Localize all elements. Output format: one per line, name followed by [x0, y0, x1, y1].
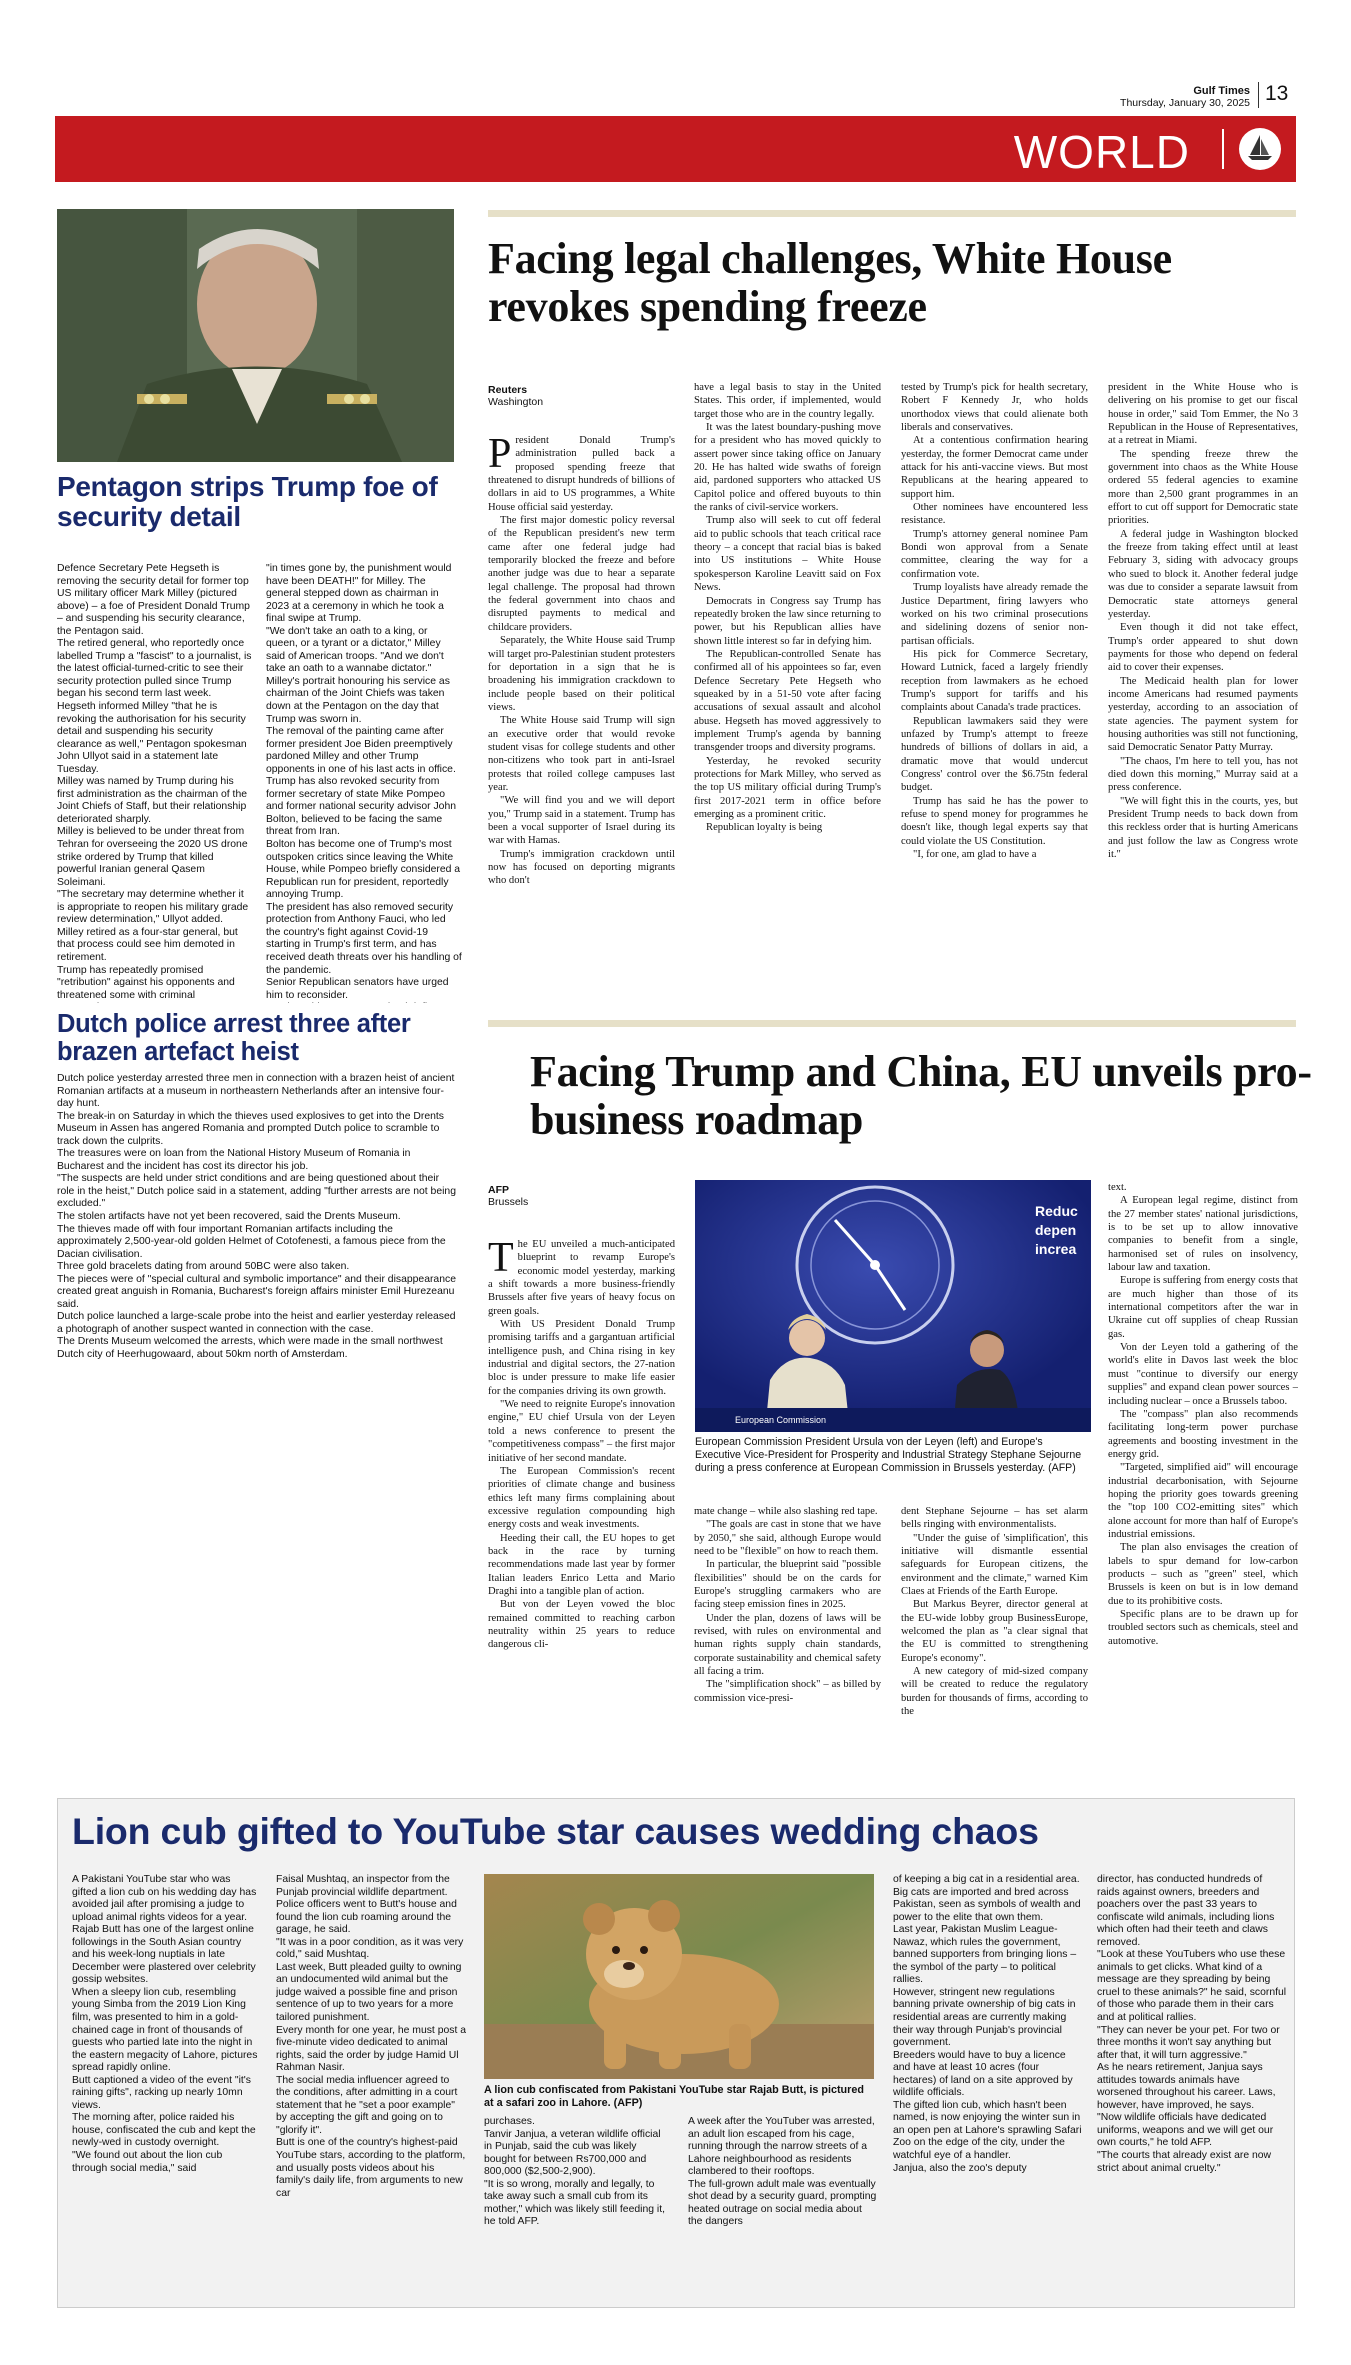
paragraph: Trump's attorney general nominee Pam Bondi won approval from a Senate committee, clearing the way for a confirmation vote. [901, 528, 1088, 580]
paragraph: Rajab Butt has one of the largest online followings in the South Asian country and his week-long nuptials in late December were plastered over celebrity gossip websites. [72, 1924, 256, 1986]
masthead-paper: Gulf Times [1193, 85, 1250, 97]
paragraph: Police officers went to Butt's house and found the lion cub roaming around the garage, he said. [276, 1899, 457, 1936]
paragraph: Last week, Butt pleaded guilty to owning an undocumented wild animal but the judge waived a possible fine and prison sentence of up to two years for a more tailored punishment. [276, 1961, 462, 2024]
paragraph: The Medicaid health plan for lower income Americans had resumed payments yesterday, according to an association of state agencies. The payment system for housing authorities was still not functioning, said Democratic Senator Patty Murray. [1108, 675, 1298, 754]
paragraph: A new category of mid-sized company will be created to reduce the regulatory burden for thousands of firms, according to the [901, 1666, 1088, 1718]
paragraph: In particular, the blueprint said "possible flexibilities" should be on the cards for Europe's struggling carmakers who are facing steep emission fines in 2025. [694, 1559, 881, 1611]
eu-col3 [901, 1505, 1088, 1786]
paragraph: The Republican-controlled Senate has confirmed all of his appointees so far, even Defence Secretary Pete Hegseth who squeaked by in a 51-50 vote after facing accusations of sexual assault and alcohol abuse. Hegseth has moved aggressively to implement Trump's agenda by banning transgender troops and diversity programs. [694, 648, 881, 754]
paragraph: Dutch police yesterday arrested three men in connection with a brazen heist of ancient Romanian artifacts at a museum in northeastern Netherlands after an intensive four-day hunt. [57, 1073, 455, 1110]
paragraph: "in times gone by, the punishment would have been DEATH!" for Milley. The general stepped down as chairman in 2023 at a ceremony in which he took a final swipe at Trump. [266, 563, 452, 625]
lion-headline: Lion cub gifted to YouTube star causes wedding chaos [72, 1810, 1039, 1852]
paragraph: It was the latest boundary-pushing move for a president who has moved quickly to assert power since taking office on January 20. He has halted wide swaths of foreign aid, pardoned supporters who attacked US Capitol police and offered buyouts to thin the ranks of civil-service workers. [694, 422, 881, 514]
paragraph [266, 1002, 462, 1003]
paragraph: When a sleepy lion cub, resembling young Simba from the 2019 Lion King film, was presented to him in a gold-chained cage in front of thousands of guests who partied late into the night in the eastern megacity of Lahore, pictures spread rapidly online. [72, 1986, 258, 2074]
paragraph: The morning after, police raided his house, confiscated the cub and kept the newly-wed in custody overnight. [72, 2112, 256, 2149]
paragraph: Yesterday, he revoked security protections for Mark Milley, who served as the top US military official during Trump's first 2017-2021 term in office before emerging as a prominent critic. [694, 755, 881, 820]
eu-col2 [694, 1505, 881, 1786]
paragraph: The treasures were on loan from the National History Museum of Romania in Bucharest and the incident has cost its director his job. [57, 1148, 411, 1172]
drop-cap: T [488, 1238, 514, 1281]
paragraph: "The suspects are held under strict conditions and are being questioned about their role in the heist," Dutch police said in a statement, adding "further arrests are not being excluded." [57, 1173, 456, 1210]
paragraph: A Pakistani YouTube star who was gifted a lion cub on his wedding day has avoided jail after promising a judge to upload animal rights videos for a year. [72, 1874, 257, 1923]
paragraph: Specific plans are to be drawn up for troubled sectors such as chemicals, steel and automotive. [1108, 1609, 1298, 1647]
paragraph: The pieces were of "special cultural and symbolic importance" and their disappearance created great anguish in Romania, Bucharest's foreign affairs minister Emil Hurezeanu said. [57, 1273, 456, 1310]
paragraph: The spending freeze threw the government into chaos as the White House ordered 55 federal agencies to examine more than 2,500 grant programmes in an effort to cut off support for Democratic state priorities. [1108, 448, 1298, 527]
paragraph: Butt captioned a video of the event "it's raining gifts", racking up nearly 10mn views. [72, 2074, 251, 2111]
paragraph: Under the plan, dozens of laws will be revised, with rules on environmental and human rights supply chain standards, corporate sustainability and chemical safety all facing a trim. [694, 1612, 881, 1678]
paragraph: "The chaos, I'm here to tell you, has not died down this morning," Murray said at a press conference. [1108, 755, 1298, 794]
paragraph: Defence Secretary Pete Hegseth is removing the security detail for former top US military officer Mark Milley (pictured above) – a foe of President Donald Trump – and suspending his security clearance, the Pentagon said. [57, 563, 250, 637]
paragraph: tested by Trump's pick for health secretary, Robert F Kennedy Jr, who holds unorthodox views that could alienate both liberals and conservatives. [901, 382, 1088, 434]
paragraph: Republican loyalty is being [706, 822, 823, 834]
section-bar [55, 116, 1296, 182]
paragraph: The stolen artifacts have not yet been recovered, said the Drents Museum. [57, 1211, 401, 1223]
paragraph: Senior Republican senators have urged him to reconsider. [266, 977, 449, 1001]
paragraph: Von der Leyen told a gathering of the world's elite in Davos last week the bloc must "continue to diversify our energy supplies" and expand clean power sources – including nuclear – once a Brussels taboo. [1108, 1342, 1298, 1407]
paragraph: The removal of the painting came after former president Joe Biden preemptively pardoned Milley and other Trump opponents in one of his last acts in office. [266, 726, 456, 775]
page-number: 13 [1265, 82, 1289, 105]
legal-col2 [694, 381, 881, 1012]
lion-col5 [893, 1874, 1083, 2299]
paragraph: The retired general, who reportedly once labelled Trump a "fascist" to a journalist, is the latest official-turned-critic to see their security protection pulled since Trump began his second term last week. [57, 638, 252, 700]
paragraph: The break-in on Saturday in which the thieves used explosives to get into the Drents Museum in Assen has angered Romania and prompted Dutch police to scramble to track down the culprits. [57, 1110, 444, 1147]
pentagon-col2 [266, 563, 462, 1003]
paragraph: Europe is suffering from energy costs that are much higher than those of its international competitors after the war in Ukraine cut off supplies of cheap Russian gas. [1108, 1275, 1298, 1340]
paragraph: The thieves made off with four important Romanian artifacts including the approximately 2,500-year-old golden Helmet of Cotofenesti, a famous piece from the Dacian civilisation. [57, 1223, 446, 1260]
paragraph: The "simplification shock" – as billed by commission vice-presi- [694, 1679, 881, 1704]
eu-byline [488, 1184, 668, 1208]
legal-col3 [901, 381, 1088, 1012]
paragraph: Trump has said he has the power to refuse to spend money for programmes he doesn't like, though legal experts say that could violate the US Constitution. [901, 795, 1088, 847]
pentagon-headline: Pentagon strips Trump foe of security detail [57, 472, 438, 532]
paragraph: The social media influencer agreed to the conditions, after admitting in a court statement that he "set a poor example" by accepting the gift and going on to "glorify it". [276, 2074, 458, 2136]
paragraph: The first major domestic policy reversal of the Republican president's new term came after one federal judge had temporarily blocked the freeze and before another judge was due to hear a separate legal challenge. The proposal had thrown the federal government into chaos and disrupted payments to medical and childcare providers. [488, 515, 675, 633]
paragraph: of keeping a big cat in a residential area. [893, 1874, 1080, 1885]
dutch-headline: Dutch police arrest three after brazen artefact heist [57, 1010, 411, 1066]
section-title: WORLD [1013, 126, 1190, 178]
paragraph: Milley was named by Trump during his first administration as the chairman of the Joint Chiefs of Staff, but their relationship deteriorated sharply. [57, 776, 248, 825]
eu-photo-caption: European Commission President Ursula von der Leyen (left) and Europe's Executive Vice-President for Prosperity and Industrial Strategy Stephane Sejourne during a press conference at European Commission in Brussels yesterday. (AFP) [695, 1436, 1082, 1474]
dhow-logo-icon [1238, 127, 1282, 171]
lion-photo-caption: A lion cub confiscated from Pakistani YouTube star Rajab Butt, is pictured at a safari zoo in Lahore. (AFP) [484, 2084, 864, 2109]
paragraph: "Under the guise of 'simplification', this initiative will dismantle essential safeguards for European citizens, the environment and the climate," warned Kim Claes at Friends of the Earth Europe. [901, 1532, 1088, 1598]
paragraph: His pick for Commerce Secretary, Howard Lutnick, faced a largely friendly reception from lawmakers as he echoed Trump's support for tariffs and his complaints about Canada's trade practices. [901, 648, 1088, 714]
paragraph: director, has conducted hundreds of raids against owners, breeders and poachers over the past 33 years to confiscate wild animals, including lions which often had their teeth and claws removed. [1097, 1874, 1275, 1948]
lion-col6 [1097, 1874, 1287, 2299]
paragraph: "We don't take an oath to a king, or queen, or a tyrant or a dictator," Milley said of American troops. "And we don't take an oath to a wannabe dictator." [266, 625, 444, 675]
paragraph: text. [1108, 1182, 1127, 1193]
paragraph: Trump has also revoked security from former secretary of state Mike Pompeo and former national security advisor John Bolton, believed to be facing the same threat from Iran. [266, 776, 457, 838]
paragraph: The "compass" plan also recommends facilitating long-term power purchase agreements and boosting investment in the energy grid. [1108, 1408, 1298, 1460]
paragraph: With US President Donald Trump promising tariffs and a gargantuan artificial intelligence push, and China rising in key industrial and digital sectors, the 27-nation bloc is under pressure to make life easier for the companies driving its own growth. [488, 1319, 675, 1397]
paragraph: The EU unveiled a much-anticipated blueprint to revamp Europe's economic model yesterday, marking a shift towards a more business-friendly Brussels after five years of heavy focus on green goals. [488, 1238, 675, 1317]
paragraph: Trump loyalists have already remade the Justice Department, firing lawyers who worked on his two criminal prosecutions and sidelining dozens of senior non-partisan officials. [901, 582, 1088, 647]
photo-banner-text: European Commission [735, 1415, 827, 1425]
legal-byline [488, 384, 668, 408]
paragraph: Separately, the White House said Trump will target pro-Palestinian student protesters for deportation in a sign that he is broadening his immigration crackdown to include people based on their political views. [488, 635, 675, 713]
paragraph: President Donald Trump's administration pulled back a proposed spending freeze that threatened to disrupt hundreds of billions of dollars in aid to US programmes, a White House official said yesterday. [488, 434, 675, 513]
paragraph: But Markus Beyrer, director general at the EU-wide lobby group BusinessEurope, welcomed the plan as "a clear signal that the EU is committed to strengthening Europe's economy". [901, 1599, 1088, 1664]
story-rule [488, 1020, 1296, 1027]
paragraph: The Drents Museum welcomed the arrests, which were made in the small northwest Dutch city of Heerhugowaard, about 50km north of Amsterdam. [57, 1336, 443, 1361]
paragraph: As he nears retirement, Janjua says attitudes towards animals have worsened throughout his career. Laws, however, have improved, he says. [1097, 2062, 1276, 2111]
paragraph: The president has also removed security protection from Anthony Fauci, who led the country's fight against Covid-19 starting in Trump's first term, and has received death threats over his handling of the pandemic. [266, 901, 462, 976]
section-divider [1222, 129, 1224, 169]
paragraph: "Now wildlife officials have dedicated uniforms, weapons and we will get our own courts," he told AFP. [1097, 2112, 1274, 2149]
paragraph: "Look at these YouTubers who use these animals to get clicks. What kind of a message are they spreading by being cruel to these animals?" he said, scornful of those who parade them in their cars and at political rallies. [1097, 1949, 1287, 2024]
paragraph: dent Stephane Sejourne – has set alarm bells ringing with environmentalists. [901, 1506, 1088, 1531]
lion-col1 [72, 1874, 258, 2299]
paragraph: Other nominees have encountered less resistance. [901, 502, 1088, 527]
masthead-date: Thursday, January 30, 2025 [1120, 97, 1250, 109]
dateline: Brussels [488, 1196, 529, 1208]
paragraph: The White House said Trump will sign an executive order that would revoke student visas for college students and other non-citizens who took part in anti-Israel protests that roiled college campuses last year. [488, 715, 675, 793]
paragraph: The gifted lion cub, which hasn't been named, is now enjoying the winter sun in an open pen at Lahore's sprawling Safari Zoo on the edge of the city, under the watchful eye of a handler. [893, 2099, 1082, 2162]
paragraph: Every month for one year, he must post a five-minute video dedicated to animal rights, said the order by judge Hamid Ul Rahman Nasir. [276, 2024, 466, 2074]
paragraph: "We will fight this in the courts, yes, but President Trump needs to back down from this reckless order that is hurting Americans and just follow the law as Congress wrote it." [1108, 795, 1298, 861]
photo-slide-text: Reduc depen increa [1035, 1203, 1078, 1257]
paragraph: "The goals are cast in stone that we have by 2050," she said, although Europe would need to be "flexible" on how to reach them. [694, 1519, 881, 1558]
paragraph: Last year, Pakistan Muslim League-Nawaz, which rules the government, banned supporters from bringing lions – the symbol of the party – to political rallies. [893, 1924, 1077, 1986]
paragraph: Tanvir Janjua, a veteran wildlife official in Punjab, said the cub was likely bought for between Rs700,000 and 800,000 ($2,500-2,900). [484, 2128, 661, 2178]
paragraph: Trump also will seek to cut off federal aid to public schools that teach critical race theory – a concept that racial bias is baked into US institutions – White House spokesperson Karoline Leavitt said on Fox News. [694, 515, 881, 594]
dutch-body [57, 1073, 457, 1431]
eu-col1 [488, 1238, 675, 1786]
paragraph: Even though it did not take effect, Trump's order appeared to shut down payments for those who depend on federal aid to cover their expenses. [1108, 622, 1298, 674]
eu-press-photo [695, 1180, 1091, 1432]
paragraph: Hegseth informed Milley "that he is revoking the authorisation for his security detail and suspending his security clearance as well," Pentagon spokesman John Ullyot said in a statement late Tuesday. [57, 701, 247, 775]
paragraph: Janjua, also the zoo's deputy [893, 2162, 1027, 2174]
paragraph: Milley's portrait honouring his service as chairman of the Joint Chiefs was taken down at the Pentagon on the day that Trump was sworn in. [266, 675, 450, 725]
paragraph: "The courts that already exist are now strict about animal cruelty." [1097, 2150, 1272, 2174]
pentagon-col1 [57, 563, 253, 1003]
agency: Reuters [488, 384, 528, 396]
masthead-divider [1258, 82, 1259, 108]
legal-col4 [1108, 381, 1298, 1012]
paragraph: Butt is one of the country's highest-paid YouTube stars, according to the platform, and usually posts videos about his family's daily life, from arguments to new car [276, 2137, 466, 2199]
paragraph: Heeding their call, the EU hopes to get back in the race by turning recommendations made last year by former Italian leaders Enrico Letta and Mario Draghi into a tangible plan of action. [488, 1532, 675, 1597]
paragraph: Milley is believed to be under threat from Tehran for overseeing the 2020 US drone strike ordered by Trump that killed powerful Iranian general Qasem Soleimani. [57, 826, 248, 888]
paragraph: Trump has repeatedly promised "retribution" against his opponents and threatened some with criminal [57, 964, 235, 1001]
paragraph: Breeders would have to buy a licence and have at least 10 acres (four hectares) of land on a site approved by wildlife officials. [893, 2049, 1073, 2099]
paragraph: "The secretary may determine whether it is appropriate to reopen his military grade review determination," Ullyot added. [57, 889, 249, 926]
paragraph: A European legal regime, distinct from the 27 member states' national jurisdictions, is to be set up to allow innovative companies to benefit from a single, harmonised set of rules on insolvency, labour law and taxation. [1108, 1195, 1298, 1274]
dateline: Washington [488, 396, 544, 408]
paragraph: Bolton has become one of Trump's most outspoken critics since leaving the White House, while Pompeo briefly considered a Republican run for president, reportedly annoying Trump. [266, 839, 461, 901]
paragraph: have a legal basis to stay in the United States. This order, if implemented, would target those who are in the country legally. [694, 382, 881, 420]
legal-headline: Facing legal challenges, White House revokes spending freeze [488, 235, 1172, 331]
paragraph: "We found out about the lion cub through social media," said [72, 2150, 223, 2174]
agency: AFP [488, 1184, 509, 1196]
paragraph: Trump's immigration crackdown until now has focused on deporting migrants who don't [488, 848, 675, 887]
lion-cub-photo [484, 1874, 874, 2079]
paragraph: purchases. [484, 2116, 535, 2127]
story-rule [488, 210, 1296, 217]
paragraph: president in the White House who is delivering on his promise to get our fiscal house in order," said Tom Emmer, the No 3 Republican in the House of Representatives, at a retreat in Miami. [1108, 382, 1298, 447]
paragraph: At a contentious confirmation hearing yesterday, the former Democrat came under attack for his anti-vaccine views. But most Republicans at the hearing appeared to support him. [901, 435, 1088, 500]
paragraph: A federal judge in Washington blocked the freeze from taking effect until at least February 3, siding with advocacy groups who sued to block it. Another federal judge was due to consider a separate lawsuit from Democratic state attorneys general yesterday. [1108, 528, 1298, 620]
paragraph: Three gold bracelets dating from around 50BC were also taken. [57, 1261, 350, 1273]
paragraph: "We will find you and we will deport you," Trump said in a statement. Trump has been a vocal supporter of Israel during its war with Hamas. [488, 795, 675, 847]
paragraph: Milley retired as a four-star general, but that process could see him demoted in retirement. [57, 926, 238, 963]
paragraph: But von der Leyen vowed the bloc remained committed to reaching carbon neutrality within 25 years to reduce dangerous cli- [488, 1599, 675, 1651]
paragraph: "It is so wrong, morally and legally, to take away such a small cub from its mother," which was likely still feeding it, he told AFP. [484, 2178, 665, 2228]
paragraph: mate change – while also slashing red tape. [694, 1506, 878, 1517]
milley-photo [57, 209, 454, 462]
paragraph: Faisal Mushtaq, an inspector from the Punjab provincial wildlife department. [276, 1874, 450, 1898]
paragraph: "I, for one, am glad to have a [913, 849, 1037, 861]
paragraph: Republican lawmakers said they were unfazed by Trump's attempt to freeze hundreds of billions of dollars in aid, a dramatic move that would undercut Congress' control over the $6.75tn federal budget. [901, 715, 1088, 794]
paragraph: A week after the YouTuber was arrested, an adult lion escaped from his cage, running through the narrow streets of a Lahore neighbourhood as residents clambered to their rooftops. [688, 2116, 875, 2178]
lion-col4 [688, 2116, 878, 2301]
paragraph: "They can never be your pet. For two or three months it won't say anything but after that, it will turn aggressive." [1097, 2024, 1280, 2061]
paragraph: However, stringent new regulations banning private ownership of big cats in residential areas are currently making their way through Punjab's provincial government. [893, 1986, 1076, 2049]
legal-col1 [488, 434, 675, 1012]
paragraph: Big cats are imported and bred across Pakistan, seen as symbols of wealth and power to the elite that own them. [893, 1886, 1081, 1923]
paragraph: Democrats in Congress say Trump has repeatedly broken the law since returning to power, but his Republican allies have shown little interest so far in defying him. [694, 595, 881, 647]
paragraph: The plan also envisages the creation of labels to spur demand for low-carbon products – such as "green" steel, which Brussels is keen on but is in low demand due to its prohibitive costs. [1108, 1542, 1298, 1607]
paragraph: The full-grown adult male was eventually shot dead by a security guard, prompting heated outrage on social media about the dangers [688, 2178, 877, 2228]
paragraph: "It was in a poor condition, as it was very cold," said Mushtaq. [276, 1936, 464, 1961]
drop-cap: P [488, 434, 512, 477]
lion-col3 [484, 2116, 670, 2301]
eu-col4 [1108, 1181, 1298, 1786]
lion-col2 [276, 1874, 466, 2299]
eu-headline: Facing Trump and China, EU unveils pro-business roadmap [530, 1048, 1312, 1144]
paragraph: Dutch police launched a large-scale probe into the heist and earlier yesterday released a photograph of another suspect wanted in connection with the case. [57, 1311, 456, 1335]
paragraph: The European Commission's recent priorities of climate change and business ethics left many firms complaining about excessive regulation compounding high energy costs and weak investments. [488, 1465, 675, 1531]
paragraph: "We need to reignite Europe's innovation engine," EU chief Ursula von der Leyen told a news conference to present the "competitiveness compass" – the first major initiative of her second mandate. [488, 1399, 675, 1464]
paragraph: "Targeted, simplified aid" will encourage industrial decarbonisation, with Sejourne hoping the priority goes towards greening the "top 100 CO2-emitting sites" which alone account for more than half of Europe's industrial emissions. [1108, 1462, 1298, 1540]
